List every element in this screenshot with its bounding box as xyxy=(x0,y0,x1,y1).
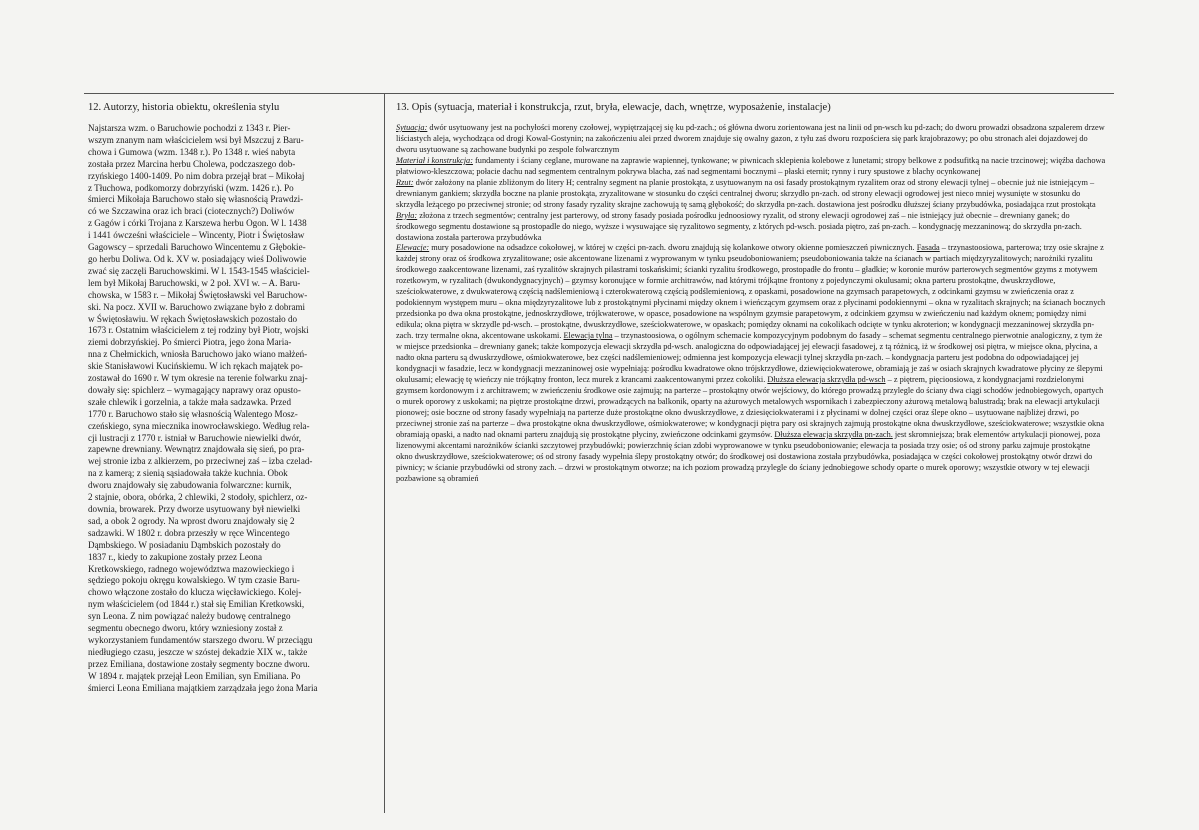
text-rzut: dwór założony na planie zbliżonym do litery H; centralny segment na planie prostokąta, z usytuowanym na osi fasady prostokątnym ryzalitem oraz od strony elewacji tylnej – obecnie już nie istniejącym – drewnianym gankiem; skrzydła boczne na planie prostokąta, zryzalitowane w stosunku do części centralnej dworu; skrzydło pn-zach. od strony elewacji ogrodowej jest nieco mniej wysunięte w stosunku do skrzydła leżącego po przeciwnej stronie; od strony fasady ryzality skrajne zachowują tę samą głębokość; do skrzydła pn-zach. dostawiona jest pośrodku dłuższej ściany przybudówka, posiadająca rzut prostokąta xyxy=(396,177,1096,209)
column-divider xyxy=(384,93,385,813)
para-elewacje xyxy=(396,243,1108,484)
text-elewacje-2: – trzynastoosiowa, parterowa; trzy osie skrajne z każdej strony oraz oś środkowa zryzalitowane; osie akcentowane lizenami z wyprowanym w tynku pseudoboniowaniem; pseudoboniowania także na ścianach w partiach międzyryzalitowych; narożniki ryzalitu środkowego zaakcentowane lizenami, zaś ryzalitów skrajnych pilastrami toskańskimi; ścianki ryzalitu środkowego, prostopadłe do frontu – gładkie; w koronie murów parterowych segmentów gzyms z motywem rozetkowym, w ryzalitach (dwukondygnacyjnych) – gzymsy koronujące w formie architrawów, nad którymi trójkątne frontony z pojedynczymi okulusami; okna parteru prostokątne, dwuskrzydłowe, sześciokwaterowe, z dwukwaterową częścią nadślemieniową i czterokwaterową częścią podślemieniową, z opaskami, posadowione na gzymsach parapetowych, z odcinkami gzymsu w zwieńczenia oraz z podokiennym występem muru – okna międzyryzalitowe lub z prostokątnymi płycinami między oknem i wieńczącym gzymsem oraz z płycinami podokiennymi – okna w ryzalitach skrajnych; na ścianach bocznych przedsionka po dwa okna prostokątne, jednoskrzydłowe, trójkwaterowe, w opasce, posadowione na wspólnym gzymsie parapetowym, z odcinkiem gzymsu w zwieńczeniu nad każdym oknem; pomiędzy nimi edikula; okna piętra w skrzydle pd-wsch. – prostokątne, dwuskrzydłowe, sześciokwaterowe, w opaskach; pomiędzy oknami na cokolikach odcięte w tynku akroterion; w kondygnacji mezzaninowej skrzydła pn-zach. trzy termalne okna, akcentowane uskokami. xyxy=(396,243,1106,341)
label-elewacja-tylna: Elewacja tylna xyxy=(563,331,613,341)
para-bryla xyxy=(396,211,1108,244)
text-material: fundamenty i ściany ceglane, murowane na zaprawie wapiennej, tynkowane; w piwnicach sklepienia kolebowe z lunetami; stropy belkowe z podsufitką na nacie trzcinowej; więźba dachowa płatwiowo-kleszczowa; połacie dachu nad segmentem centralnym pokrywa blacha, zaś nad segmentami bocznymi – płaski eternit; rynny i rury spustowe z blachy ocynkowanej xyxy=(396,155,1106,176)
section-13 xyxy=(396,101,1108,484)
label-dluzsza-pn-zach: Dłuższa elewacja skrzydła pn-zach. xyxy=(774,429,893,439)
text-elewacje-1: mury posadowione na odsadzce cokołowej, w której w części pn-zach. dworu znajdują się kolankowe otwory okienne pomieszczeń piwnicznych. xyxy=(429,243,917,253)
section-12-heading: 12. Autorzy, historia obiektu, określenia stylu xyxy=(88,102,280,113)
text-elewacje-4: – z piętrem, pięcioosiowa, z kondygnacjami rozdzielonymi gzymsem kordonowym i z architrawem; w zwieńczeniu środkowe osie zajmują; na parterze – prostokątny otwór wejściowy, do którego prowadzą przylegle do ściany dwa ciągi schodów jednobiegowych, opartych o murek oporowy z uskokami; na piętrze prostokątne drzwi, prowadzących na balkonik, oparty na ażurowych metalowych wspornikach i zabezpieczony ażurową metalową balustradą; brak na elewacji artykulacji pionowej; osie boczne od strony fasady wypełniają na parterze duże prostokątne okno dwuskrzydłowe, z dziesięciokwaterami i z płycinami w dolnej części oraz ślepe okno – usytuowane najbliżej drzwi, po przeciwnej stronie zaś na parterze – dwa prostokątne okna dwuskrzydłowe, ośmiokwaterowe; w kondygnacji piętra pary osi skrajnych zajmują prostokątne okna dwuskrzydłowe, sześciokwaterowe; wszystkie okna obramiają opaski, a nadto nad oknami parteru znajdują się prostokątne płyciny, zwieńczone odcinkami gzymsów. xyxy=(396,374,1105,439)
para-rzut xyxy=(396,178,1108,211)
label-bryla: Bryła: xyxy=(396,210,418,220)
label-rzut: Rzut: xyxy=(396,177,414,187)
label-dluzsza-pd-wsch: Dłuższa elewacja skrzydła pd-wsch xyxy=(767,374,886,384)
para-sytuacja xyxy=(396,123,1108,156)
label-elewacje: Elewacje: xyxy=(396,243,430,253)
label-fasada: Fasada xyxy=(916,243,940,253)
label-sytuacja: Sytuacja: xyxy=(396,123,428,132)
text-sytuacja: dwór usytuowany jest na pochyłości moreny czołowej, wypiętrzającej się ku pd-zach.; oś główna dworu zorientowana jest na linii od pn-wsch ku pd-zach; do dworu prowadzi obsadzona szpalerem drzew liściastych aleja, wychodząca od drogi Kowal-Gostynin; na zakończeniu alei przed dworem znajduje się owalny gazon, z tyłu zaś dworu rozpościera się park krajobrazowy; po obu stronach alei dojazdowej do dworu usytuowane są zachowane budynki po zespole folwarcznym xyxy=(396,123,1105,154)
para-material xyxy=(396,156,1108,178)
text-bryla: złożona z trzech segmentów; centralny jest parterowy, od strony fasady posiada pośrodku jednoosiowy ryzalit, od strony elewacji ogrodowej zaś – nie istniejący już obecnie – drewniany ganek; do środkowego segmentu dostawione są prostopadle do niego, wyższe i wysuwające się ryzalitowo segmenty, z których pd-wsch. posiada piętro, zaś pn-zach. – kondygnację mezzaninową; do skrzydła pn-zach. dostawiona została parterowa przybudówka xyxy=(396,210,1082,242)
header-rule xyxy=(84,93,1114,94)
section-12 xyxy=(88,101,380,695)
text-elewacje-3: – trzynastoosiowa, o ogólnym schemacie kompozycyjnym podobnym do fasady – schemat segmentu centralnego pierwotnie analogiczny, z tym że w miejsce przedsionka – drewniany ganek; także kompozycja elewacji skrzydła pd-wsch. analogiczna do odpowiadającej jej elewacji fasadowej, z tą różnicą, iż w środkowej osi piętra, w miejsce okna, płycina, a nadto okna parteru są dwuskrzydłowe, ośmiokwaterowe, bez części nadślemieniowej; odmienna jest kompozycja elewacji tylnej skrzydła pn-zach. – kondygnacja parteru jest podobna do odpowiadającej jej kondygnacji w fasadzie, lecz w kondygnacji mezzaninowej osie wypełniają: pośrodku kwadratowe okno trójskrzydłowe, dziewięciokwaterowe, obramiają je zaś w osiach skrajnych kwadratowe płyciny ze ślepymi okulusami; elewację tę wieńczy nie trójkątny fronton, lecz murek z krancami zaakcentowanymi przez cokoliki. xyxy=(396,331,1103,384)
text-elewacje-5: jest skromniejsza; brak elementów artykulacji pionowej, poza lizenowymi akcentami narożników ścianki szczytowej przybudówki; powierzchnię ścian zdobi wyprowanowe w tynku pseudoboniowanie; elewacja ta posiada trzy osie; oś od strony parku zajmuje prostokątne okno dwuskrzydłowe, sześciokwaterowe; oś od strony fasady wypełnia ślepy prostokątny otwór; do środkowej osi dostawiona została przybudówka, posiadająca w części cokołowej prostokątny otwór drzwi do piwnicy; w ścianie przybudówki od strony zach. – drzwi w prostokątnym otworze; na ich poziom prowadzą przylegle do ściany jednobiegowe schody oparte o murek oporowy; wszystkie otwory w tej elewacji pozbawione są obramień xyxy=(396,429,1101,483)
label-material: Materiał i konstrukcja: xyxy=(396,155,473,165)
section-13-heading: 13. Opis (sytuacja, materiał i konstrukcja, rzut, bryła, elewacje, dach, wnętrze, wyposażenie, instalacje) xyxy=(396,102,831,113)
section-13-body xyxy=(396,123,1108,484)
section-12-text: Najstarsza wzm. o Baruchowie pochodzi z 1343 r. Pier- wszym znanym nam właścicielem wsi był Mszczuj z Baru- chowa i Gumowa (wzm. 1348 r.). Po 1348 r. wieś nabyta została przez Marcina herbu Cholewa, podczaszego dob- rzyńskiego 1400-1409. Po nim dobra przejął brat – Mikołaj z Tłuchowa, podkomorzy dobrzyński (wzm. 1426 r.). Po śmierci Mikołaja Baruchowo stało się własnością Prawdzi- có we Szczawina oraz ich braci (ciotecznych?) Doliwów z Gagów i córki Trojana z Karszewa herbu Ogon. W l. 1438 i 1441 ówcześni właściciele – Wincenty, Piotr i Świętosław Gagowscy – sprzedali Baruchowo Wincentemu z Głębokie- go herbu Doliwa. Od k. XV w. posiadający wieś Doliwowie zwać się zaczęli Baruchowskimi. W l. 1543-1545 właściciel- lem był Mikołaj Baruchowski, w 2 poł. XVI w. – A. Baru- chowska, w 1583 r. – Mikołaj Świętosławski vel Baruchow- ski. Na pocz. XVII w. Baruchowo związane było z dobrami w Świętosławiu. W rękach Świętosławskich pozostało do 1673 r. Ostatnim właścicielem z tej rodziny był Piotr, wojski ziemi dobrzyńskiej. Po śmierci Piotra, jego żona Maria- nna z Chełmickich, wniosła Baruchowo jako wiano małżeń- skie Stanisławowi Kucińskiemu. W ich rękach majątek po- zostawał do 1690 r. W tym okresie na terenie folwarku znaj- dowały się: spichlerz – wymagający naprawy oraz opusto- szałe chlewik i gorzelnia, a także mała sadzawka. Przed 1770 r. Baruchowo stało się własnością Walentego Mosz- czeńskiego, syna miecznika inowrocławskiego. Według rela- cji lustracji z 1770 r. istniał w Baruchowie niewielki dwór, zapewne drewniany. Wewnątrz znajdowała się sień, po pra- wej stronie izba z alkierzem, po przeciwnej zaś – izba czelad- na z kamerą; z sienią sąsiadowała także kuchnia. Obok dworu znajdowały się zabudowania folwarczne: kurnik, 2 stajnie, obora, obórka, 2 chlewiki, 2 stodoły, spichlerz, oz- downia, browarek. Przy dworze usytuowany był niewielki sad, a obok 2 ogrody. Na wprost dworu znajdowały się 2 sadzawki. W 1802 r. dobra przeszły w ręce Wincentego Dąmbskiego. W posiadaniu Dąmbskich pozostały do 1837 r., kiedy to zakupione zostały przez Leona Kretkowskiego, radnego województwa mazowieckiego i sędziego pokoju okręgu kowalskiego. W tym czasie Baru- chowo włączone zostało do klucza więcławickiego. Kolej- nym właścicielem (od 1844 r.) stał się Emilian Kretkowski, syn Leona. Z nim powiązać należy budowę centralnego segmentu obecnego dworu, który wzniesiony został z wykorzystaniem fundamentów starszego dworu. W przeciągu niedługiego czasu, jeszcze w szóstej dekadzie XIX w., także przez Emiliana, dostawione zostały segmenty boczne dworu. W 1894 r. majątek przejął Leon Emilian, syn Emiliana. Po śmierci Leona Emiliana majątkiem zarządzała jego żona Maria xyxy=(88,123,318,693)
